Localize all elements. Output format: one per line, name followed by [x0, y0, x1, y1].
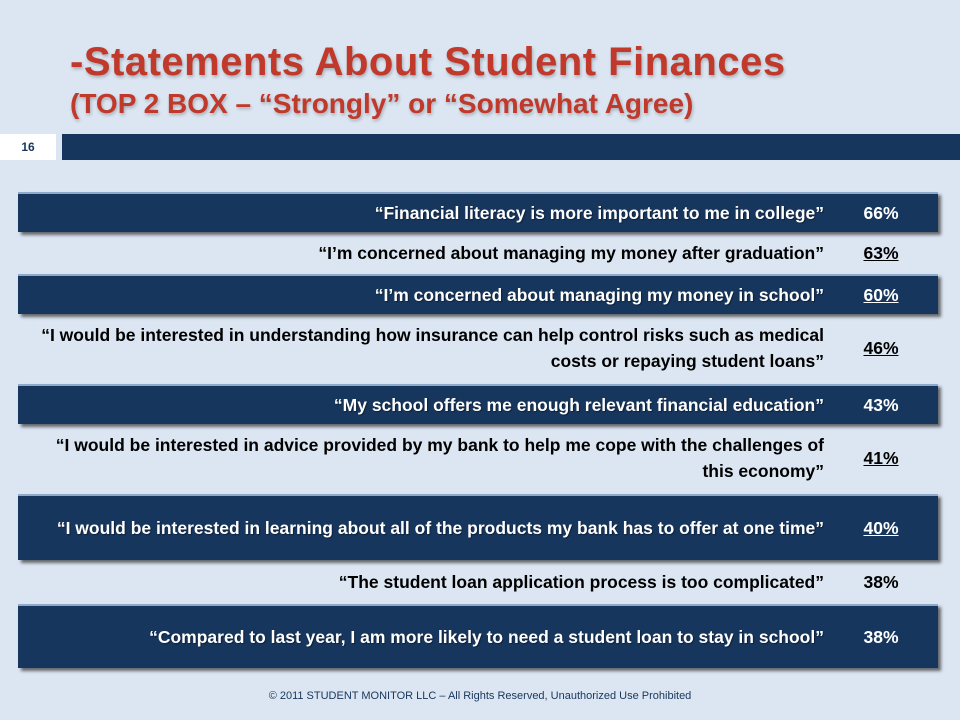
statement-text: “I would be interested in understanding how insurance can help control risks such as medical costs or repaying student loans”	[41, 325, 824, 371]
statement-text: “Compared to last year, I am more likely to need a student loan to stay in school”	[149, 627, 824, 647]
statement-percent: 60%	[863, 284, 899, 305]
statement-row-6	[18, 427, 938, 489]
slide-title: -Statements About Student Finances	[70, 40, 786, 84]
statement-percent: 66%	[863, 202, 899, 223]
statement-percent: 40%	[863, 517, 899, 538]
statement-row-8	[18, 564, 938, 600]
statement-row-9	[18, 604, 938, 668]
statement-text: “Financial literacy is more important to me in college”	[374, 203, 824, 223]
statement-percent: 63%	[863, 242, 899, 263]
statement-row-7	[18, 494, 938, 560]
statement-percent: 46%	[863, 337, 899, 358]
statement-row-1	[18, 192, 938, 232]
title-block	[70, 38, 786, 120]
slide-subtitle: (TOP 2 BOX – “Strongly” or “Somewhat Agree)	[70, 88, 694, 119]
statement-row-2	[18, 234, 938, 272]
slide-number: 16	[0, 134, 56, 160]
statement-percent: 43%	[863, 394, 899, 415]
statement-percent: 41%	[863, 447, 899, 468]
statement-text: “I’m concerned about managing my money after graduation”	[318, 243, 824, 263]
header-bar	[62, 134, 960, 160]
statement-text: “My school offers me enough relevant financial education”	[333, 395, 824, 415]
statement-text: “I’m concerned about managing my money in school”	[374, 285, 824, 305]
statement-row-3	[18, 274, 938, 314]
statement-row-5	[18, 384, 938, 424]
statement-percent: 38%	[863, 571, 899, 592]
copyright-footer: © 2011 STUDENT MONITOR LLC – All Rights Reserved, Unauthorized Use Prohibited	[268, 690, 692, 702]
statement-text: “The student loan application process is too complicated”	[338, 572, 824, 592]
statement-text: “I would be interested in learning about all of the products my bank has to offer at one time”	[56, 518, 824, 538]
statement-percent: 38%	[863, 626, 899, 647]
statement-row-4	[18, 316, 938, 380]
statement-text: “I would be interested in advice provided by my bank to help me cope with the challenges of this economy”	[55, 435, 824, 481]
